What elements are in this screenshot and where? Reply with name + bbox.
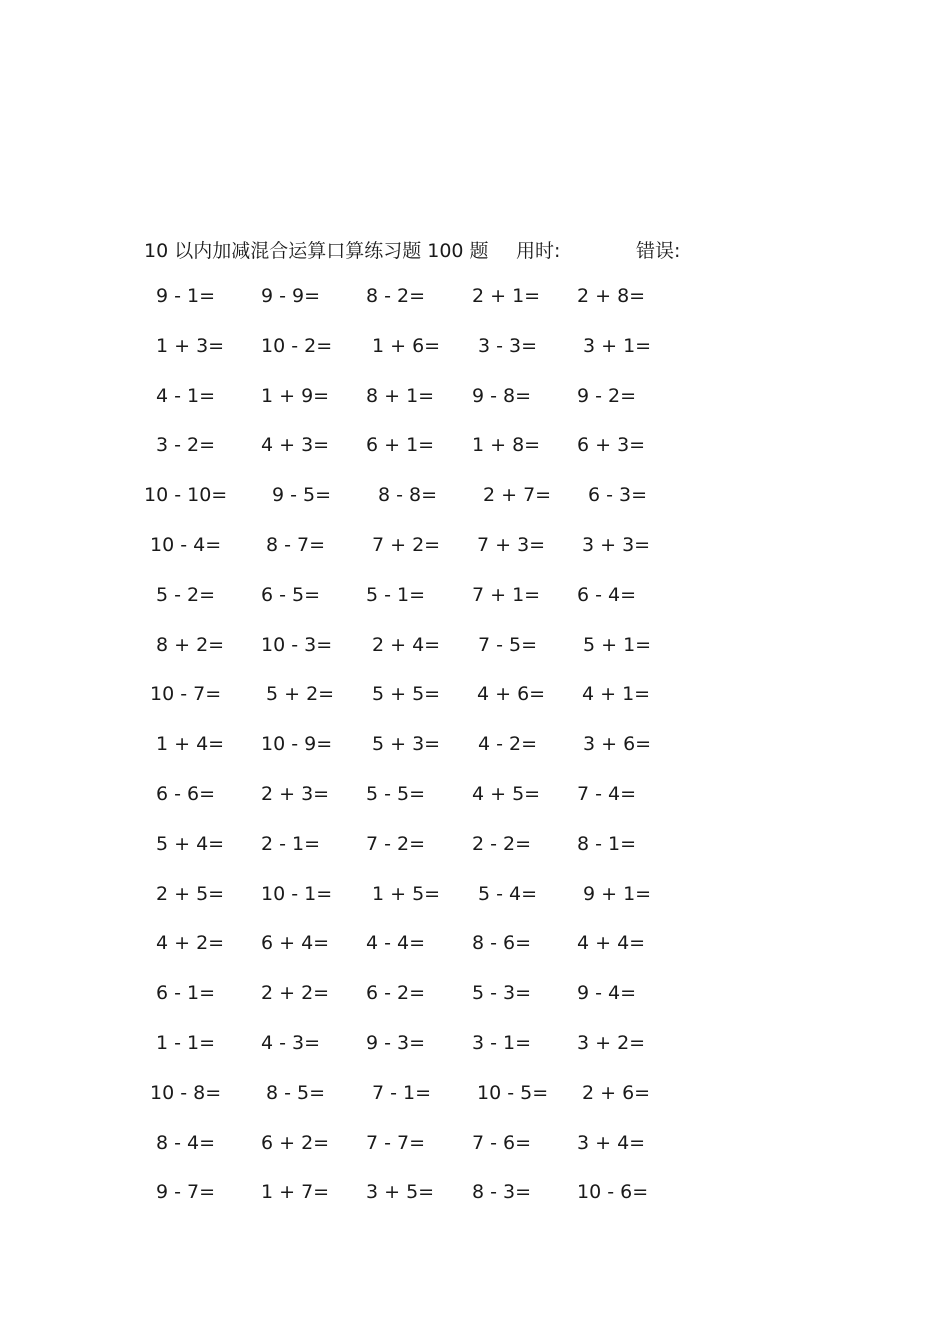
arithmetic-problem: 5 + 4=: [156, 832, 225, 855]
arithmetic-problem: 1 + 3=: [156, 334, 225, 357]
arithmetic-problem: 6 - 6=: [156, 782, 216, 805]
arithmetic-problem: 1 + 6=: [372, 334, 441, 357]
arithmetic-problem: 10 - 9=: [261, 733, 333, 756]
arithmetic-problem: 10 - 2=: [261, 334, 333, 357]
problem-row: [144, 1082, 704, 1132]
arithmetic-problem: 8 + 1=: [366, 384, 435, 407]
arithmetic-problem: 4 + 1=: [582, 683, 651, 706]
arithmetic-problem: 7 - 6=: [472, 1131, 532, 1154]
arithmetic-problem: 8 - 8=: [378, 484, 438, 507]
arithmetic-problem: 7 - 5=: [478, 633, 538, 656]
arithmetic-problem: 4 + 5=: [472, 782, 541, 805]
arithmetic-problem: 10 - 3=: [261, 633, 333, 656]
problem-row: [144, 1181, 704, 1231]
arithmetic-problem: 6 + 4=: [261, 932, 330, 955]
arithmetic-problem: 3 + 3=: [582, 533, 651, 556]
arithmetic-problem: 3 + 1=: [583, 334, 652, 357]
arithmetic-problem: 10 - 5=: [477, 1081, 549, 1104]
arithmetic-problem: 7 - 4=: [577, 782, 637, 805]
arithmetic-problem: 9 - 9=: [261, 285, 321, 307]
arithmetic-problem: 10 - 10=: [144, 484, 228, 507]
arithmetic-problem: 5 - 3=: [472, 982, 532, 1005]
problem-row: [144, 733, 704, 783]
arithmetic-problem: 5 - 1=: [366, 583, 426, 606]
arithmetic-problem: 1 + 5=: [372, 882, 441, 905]
arithmetic-problem: 6 + 1=: [366, 434, 435, 457]
arithmetic-problem: 1 + 9=: [261, 384, 330, 407]
arithmetic-problem: 1 - 1=: [156, 1031, 216, 1054]
arithmetic-problem: 4 + 2=: [156, 932, 225, 955]
arithmetic-problem: 7 - 1=: [372, 1081, 432, 1104]
arithmetic-problem: 5 - 4=: [478, 882, 538, 905]
problem-grid: [144, 285, 704, 1231]
arithmetic-problem: 9 - 5=: [272, 484, 332, 507]
arithmetic-problem: 8 - 7=: [266, 533, 326, 556]
arithmetic-problem: 1 + 7=: [261, 1181, 330, 1204]
arithmetic-problem: 9 - 1=: [156, 285, 216, 307]
arithmetic-problem: 4 - 4=: [366, 932, 426, 955]
arithmetic-problem: 9 - 2=: [577, 384, 637, 407]
arithmetic-problem: 6 - 1=: [156, 982, 216, 1005]
problem-row: [144, 783, 704, 833]
arithmetic-problem: 6 - 5=: [261, 583, 321, 606]
arithmetic-problem: 6 - 4=: [577, 583, 637, 606]
worksheet-title: 10 以内加减混合运算口算练习题 100 题: [144, 240, 489, 262]
arithmetic-problem: 9 - 4=: [577, 982, 637, 1005]
problem-row: [144, 634, 704, 684]
arithmetic-problem: 3 + 2=: [577, 1031, 646, 1054]
arithmetic-problem: 5 + 2=: [266, 683, 335, 706]
arithmetic-problem: 2 + 3=: [261, 782, 330, 805]
arithmetic-problem: 3 - 2=: [156, 434, 216, 457]
arithmetic-problem: 8 - 5=: [266, 1081, 326, 1104]
arithmetic-problem: 1 + 8=: [472, 434, 541, 457]
problem-row: [144, 1132, 704, 1182]
arithmetic-problem: 8 - 1=: [577, 832, 637, 855]
arithmetic-problem: 4 - 2=: [478, 733, 538, 756]
time-used-label: 用时:: [516, 240, 561, 262]
arithmetic-problem: 3 - 3=: [478, 334, 538, 357]
problem-row: [144, 883, 704, 933]
arithmetic-problem: 2 + 4=: [372, 633, 441, 656]
arithmetic-problem: 7 + 3=: [477, 533, 546, 556]
arithmetic-problem: 8 - 4=: [156, 1131, 216, 1154]
arithmetic-problem: 7 - 2=: [366, 832, 426, 855]
problem-row: [144, 335, 704, 385]
problem-row: [144, 932, 704, 982]
arithmetic-problem: 2 + 8=: [577, 285, 646, 307]
problem-row: [144, 285, 704, 335]
arithmetic-problem: 4 + 4=: [577, 932, 646, 955]
arithmetic-problem: 2 - 1=: [261, 832, 321, 855]
arithmetic-problem: 10 - 1=: [261, 882, 333, 905]
problem-row: [144, 584, 704, 634]
arithmetic-problem: 8 - 2=: [366, 285, 426, 307]
problem-row: [144, 434, 704, 484]
arithmetic-problem: 6 + 2=: [261, 1131, 330, 1154]
arithmetic-problem: 9 + 1=: [583, 882, 652, 905]
arithmetic-problem: 3 - 1=: [472, 1031, 532, 1054]
arithmetic-problem: 6 + 3=: [577, 434, 646, 457]
arithmetic-problem: 5 + 3=: [372, 733, 441, 756]
arithmetic-problem: 8 - 6=: [472, 932, 532, 955]
arithmetic-problem: 2 + 2=: [261, 982, 330, 1005]
arithmetic-problem: 3 + 5=: [366, 1181, 435, 1204]
problem-row: [144, 534, 704, 584]
arithmetic-problem: 4 + 3=: [261, 434, 330, 457]
arithmetic-problem: 2 + 1=: [472, 285, 541, 307]
arithmetic-problem: 2 + 6=: [582, 1081, 651, 1104]
arithmetic-problem: 5 + 1=: [583, 633, 652, 656]
arithmetic-problem: 6 - 2=: [366, 982, 426, 1005]
arithmetic-problem: 9 - 7=: [156, 1181, 216, 1204]
arithmetic-problem: 10 - 8=: [150, 1081, 222, 1104]
arithmetic-problem: 8 - 3=: [472, 1181, 532, 1204]
arithmetic-problem: 4 - 1=: [156, 384, 216, 407]
arithmetic-problem: 2 + 5=: [156, 882, 225, 905]
arithmetic-problem: 3 + 6=: [583, 733, 652, 756]
problem-row: [144, 385, 704, 435]
arithmetic-problem: 10 - 7=: [150, 683, 222, 706]
problem-row: [144, 982, 704, 1032]
arithmetic-problem: 9 - 8=: [472, 384, 532, 407]
arithmetic-problem: 2 - 2=: [472, 832, 532, 855]
arithmetic-problem: 10 - 6=: [577, 1181, 649, 1204]
arithmetic-problem: 7 + 2=: [372, 533, 441, 556]
problem-row: [144, 833, 704, 883]
arithmetic-problem: 5 - 2=: [156, 583, 216, 606]
arithmetic-problem: 2 + 7=: [483, 484, 552, 507]
arithmetic-problem: 9 - 3=: [366, 1031, 426, 1054]
arithmetic-problem: 7 - 7=: [366, 1131, 426, 1154]
problem-row: [144, 683, 704, 733]
arithmetic-problem: 5 - 5=: [366, 782, 426, 805]
problem-row: [144, 484, 704, 534]
arithmetic-problem: 5 + 5=: [372, 683, 441, 706]
arithmetic-problem: 3 + 4=: [577, 1131, 646, 1154]
arithmetic-problem: 4 - 3=: [261, 1031, 321, 1054]
arithmetic-problem: 1 + 4=: [156, 733, 225, 756]
problem-row: [144, 1032, 704, 1082]
arithmetic-problem: 10 - 4=: [150, 533, 222, 556]
arithmetic-problem: 6 - 3=: [588, 484, 648, 507]
arithmetic-problem: 4 + 6=: [477, 683, 546, 706]
errors-label: 错误:: [636, 240, 681, 262]
arithmetic-problem: 8 + 2=: [156, 633, 225, 656]
arithmetic-problem: 7 + 1=: [472, 583, 541, 606]
